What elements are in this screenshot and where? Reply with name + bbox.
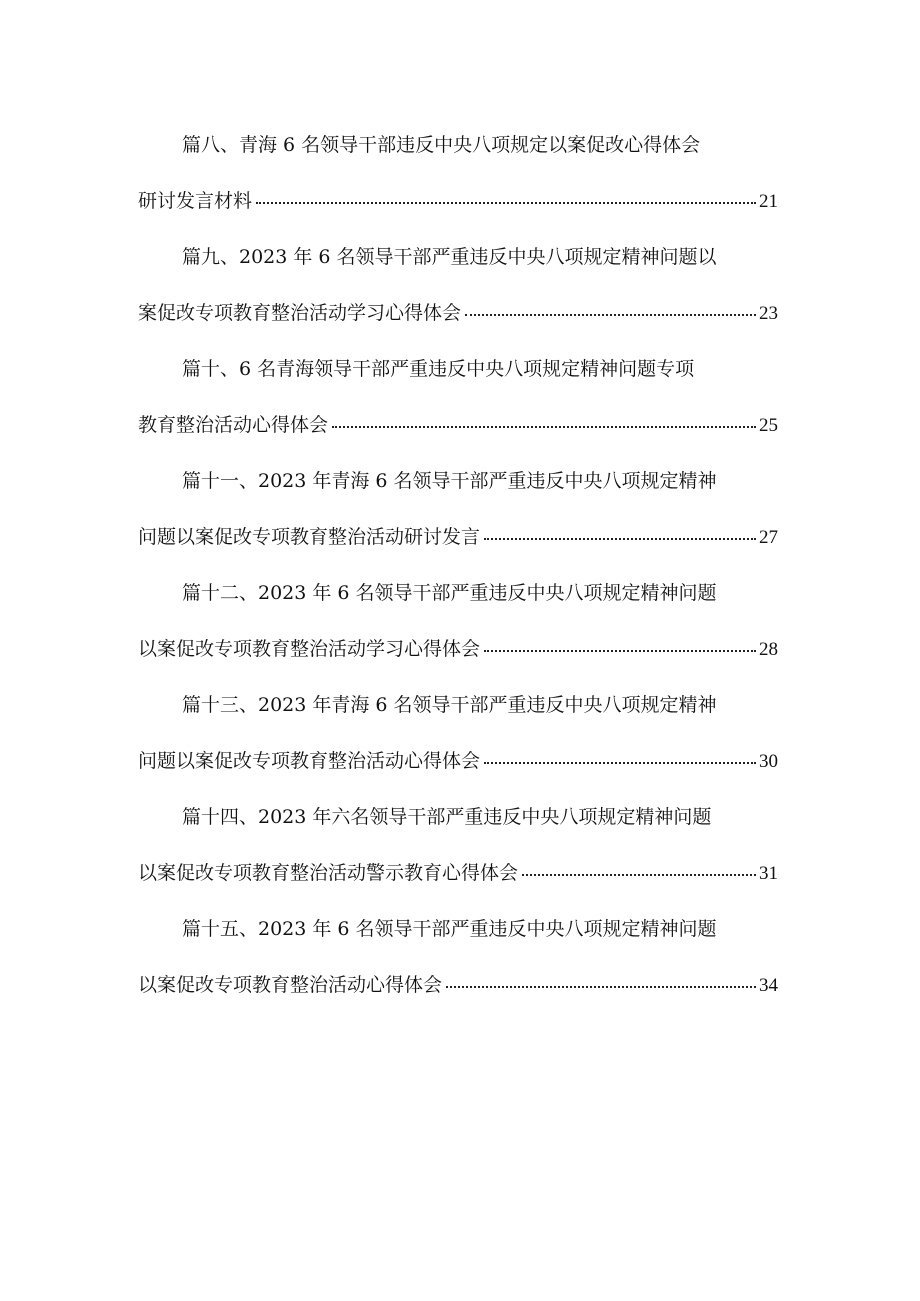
toc-entry-title-line2: 以案促改专项教育整治活动学习心得体会 — [138, 638, 481, 660]
toc-page-number: 30 — [759, 751, 778, 772]
dot-leader — [446, 986, 756, 988]
toc-entry-title-line2-row — [138, 962, 778, 1018]
toc-page-number: 28 — [759, 639, 778, 660]
toc-entry[interactable] — [138, 570, 778, 682]
toc-page-number: 34 — [759, 975, 778, 996]
dot-leader — [256, 202, 756, 204]
toc-entry[interactable] — [138, 346, 778, 458]
dot-leader — [484, 762, 756, 764]
toc-entry-title-line1: 篇十二、2023 年 6 名领导干部严重违反中央八项规定精神问题 — [182, 582, 717, 604]
dot-leader — [465, 314, 756, 316]
toc-entry-title-line1: 篇十一、2023 年青海 6 名领导干部严重违反中央八项规定精神 — [182, 470, 717, 492]
dot-leader — [332, 426, 756, 428]
toc-entry-title-line1: 篇十四、2023 年六名领导干部严重违反中央八项规定精神问题 — [182, 806, 712, 828]
toc-entry-title-line2-row — [138, 626, 778, 682]
toc-entry[interactable] — [138, 458, 778, 570]
toc-entry-title-line2: 案促改专项教育整治活动学习心得体会 — [138, 302, 462, 324]
toc-entry-title-line2-row — [138, 850, 778, 906]
toc-entry-title-line2: 研讨发言材料 — [138, 190, 253, 212]
toc-entry-title-line2-row — [138, 738, 778, 794]
toc-page-number: 23 — [759, 303, 778, 324]
table-of-contents — [138, 122, 778, 1018]
toc-entry[interactable] — [138, 122, 778, 234]
toc-entry-title-line2-row — [138, 514, 778, 570]
toc-entry-title-line1: 篇八、青海 6 名领导干部违反中央八项规定以案促改心得体会 — [182, 134, 701, 156]
toc-entry-title-line2: 问题以案促改专项教育整治活动研讨发言 — [138, 526, 481, 548]
toc-page-number: 21 — [759, 191, 778, 212]
toc-entry-title-line2-row — [138, 402, 778, 458]
toc-page-number: 31 — [759, 863, 778, 884]
dot-leader — [522, 874, 756, 876]
dot-leader — [484, 650, 756, 652]
toc-entry-title-line2: 以案促改专项教育整治活动心得体会 — [138, 974, 443, 996]
toc-entry[interactable] — [138, 234, 778, 346]
toc-entry-title-line1: 篇十、6 名青海领导干部严重违反中央八项规定精神问题专项 — [182, 358, 695, 380]
toc-entry[interactable] — [138, 794, 778, 906]
dot-leader — [484, 538, 756, 540]
toc-page-number: 25 — [759, 415, 778, 436]
toc-entry[interactable] — [138, 906, 778, 1018]
toc-entry-title-line1: 篇九、2023 年 6 名领导干部严重违反中央八项规定精神问题以 — [182, 246, 717, 268]
toc-entry-title-line2: 教育整治活动心得体会 — [138, 414, 329, 436]
toc-entry-title-line1: 篇十五、2023 年 6 名领导干部严重违反中央八项规定精神问题 — [182, 918, 717, 940]
toc-entry-title-line2: 以案促改专项教育整治活动警示教育心得体会 — [138, 862, 519, 884]
toc-entry-title-line2: 问题以案促改专项教育整治活动心得体会 — [138, 750, 481, 772]
toc-page-number: 27 — [759, 527, 778, 548]
toc-entry-title-line2-row — [138, 290, 778, 346]
toc-entry[interactable] — [138, 682, 778, 794]
toc-entry-title-line2-row — [138, 178, 778, 234]
toc-entry-title-line1: 篇十三、2023 年青海 6 名领导干部严重违反中央八项规定精神 — [182, 694, 717, 716]
